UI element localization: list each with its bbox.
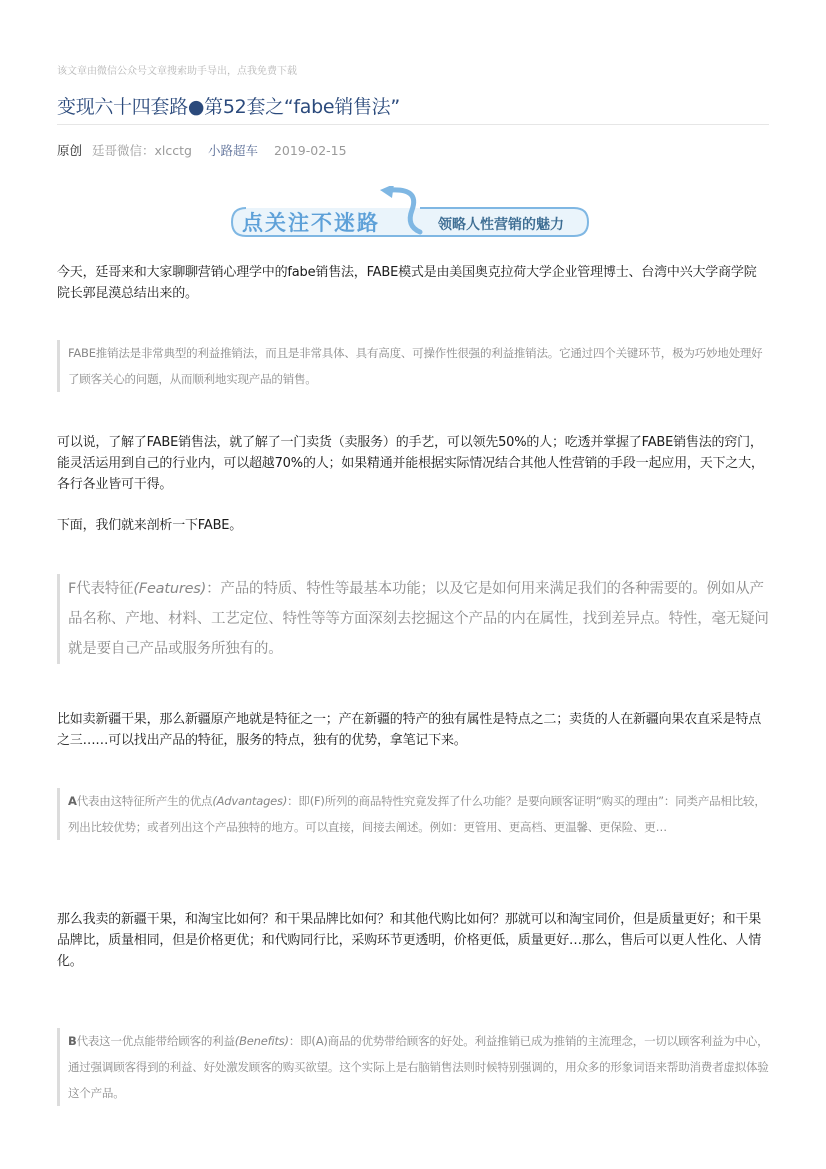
intro-paragraph: 今天，廷哥来和大家聊聊营销心理学中的fabe销售法，FABE模式是由美国奥克拉荷大学企业管理博士、台湾中兴大学商学院院长郭昆漠总结出来的。: [57, 265, 757, 301]
advantages-term: (Advantages): [212, 794, 288, 808]
author-name: 廷哥微信：xlcctg: [92, 143, 192, 158]
quote-text: FABE推销法是非常典型的利益推销法，而且是非常具体、具有高度、可操作性很强的利益推销法。它通过四个关键环节，极为巧妙地处理好了顾客关心的问题，从而顺利地实现产品的销售。: [68, 346, 763, 386]
follow-banner: [220, 186, 600, 250]
advantages-text: [68, 788, 772, 840]
article-title: 变现六十四套路●第52套之“fabe销售法”: [57, 96, 400, 118]
importance-paragraph: 可以说，了解了FABE销售法，就了解了一门卖货（卖服务）的手艺，可以领先50%的人；吃透并掌握了FABE销售法的窍门，能灵活运用到自己的行业内，可以超越70%的人；如果精通并能根据实际情况结合其他人性营销的手段一起应用，天下之大，各行各业皆可干得。: [57, 435, 764, 492]
original-label: 原创: [57, 143, 83, 158]
advantages-lead: 代表由这特征所产生的优点: [76, 794, 213, 808]
benefits-quote: [57, 1028, 772, 1106]
benefits-lead-letter: B: [68, 1034, 77, 1048]
publish-date: 2019-02-15: [273, 143, 347, 158]
benefits-term: (Benefits): [234, 1034, 289, 1048]
advantages-body: ：即(F)所列的商品特性究竟发挥了什么功能？是要向顾客证明“购买的理由”：同类产品相比较，列出比较优势；或者列出这个产品独特的地方。可以直接，间接去阐述。例如：更管用、更高档、更温馨、更保险、更…: [68, 794, 766, 834]
account-link[interactable]: 小路超车: [207, 143, 258, 158]
advantages-lead-letter: A: [68, 794, 77, 808]
banner-left-text: 点关注不迷路: [242, 211, 380, 235]
benefits-body: ：即(A)商品的优势带给顾客的好处。利益推销已成为推销的主流理念，一切以顾客利益为中心，通过强调顾客得到的利益、好处激发顾客的购买欲望。这个实际上是右脑销售法则时候特别强调的，用众多的形象词语来帮助消费者虚拟体验这个产品。: [68, 1034, 769, 1100]
features-body: ：产品的特质、特性等最基本功能；以及它是如何用来满足我们的各种需要的。例如从产品名称、产地、材料、工艺定位、特性等等方面深刻去挖掘这个产品的内在属性，找到差异点。特性，毫无疑问就是要自己产品或服务所独有的。: [68, 581, 769, 657]
features-quote: [57, 574, 772, 664]
benefits-lead: 代表这一优点能带给顾客的利益: [76, 1034, 235, 1048]
features-term: (Features): [133, 581, 207, 597]
benefits-text: [68, 1028, 772, 1106]
article-meta: [57, 141, 347, 159]
arrowhead-icon: [380, 186, 394, 198]
advantages-quote: [57, 788, 772, 840]
analysis-intro: 下面，我们就来剖析一下FABE。: [57, 518, 243, 533]
fabe-definition-quote: [57, 340, 772, 392]
features-example-paragraph: 比如卖新疆干果，那么新疆原产地就是特征之一；产在新疆的特产的独有属性是特点之二；卖货的人在新疆向果农直采是特点之三……可以找出产品的特征，服务的特点，独有的优势，拿笔记下来。: [57, 712, 762, 748]
features-text: [68, 574, 772, 664]
features-lead: F代表特征: [68, 581, 134, 597]
title-divider: [57, 124, 769, 125]
banner-right-text: 领略人性营销的魅力: [438, 217, 564, 233]
advantages-example-paragraph: 那么我卖的新疆干果，和淘宝比如何？和干果品牌比如何？和其他代购比如何？那就可以和淘宝同价，但是质量更好；和干果品牌比，质量相同，但是价格更优；和代购同行比，采购环节更透明，价格更低，质量更好…那么，售后可以更人性化、人情化。: [57, 912, 762, 969]
export-note-link[interactable]: 该文章由微信公众号文章搜索助手导出，点我免费下载: [57, 66, 297, 77]
